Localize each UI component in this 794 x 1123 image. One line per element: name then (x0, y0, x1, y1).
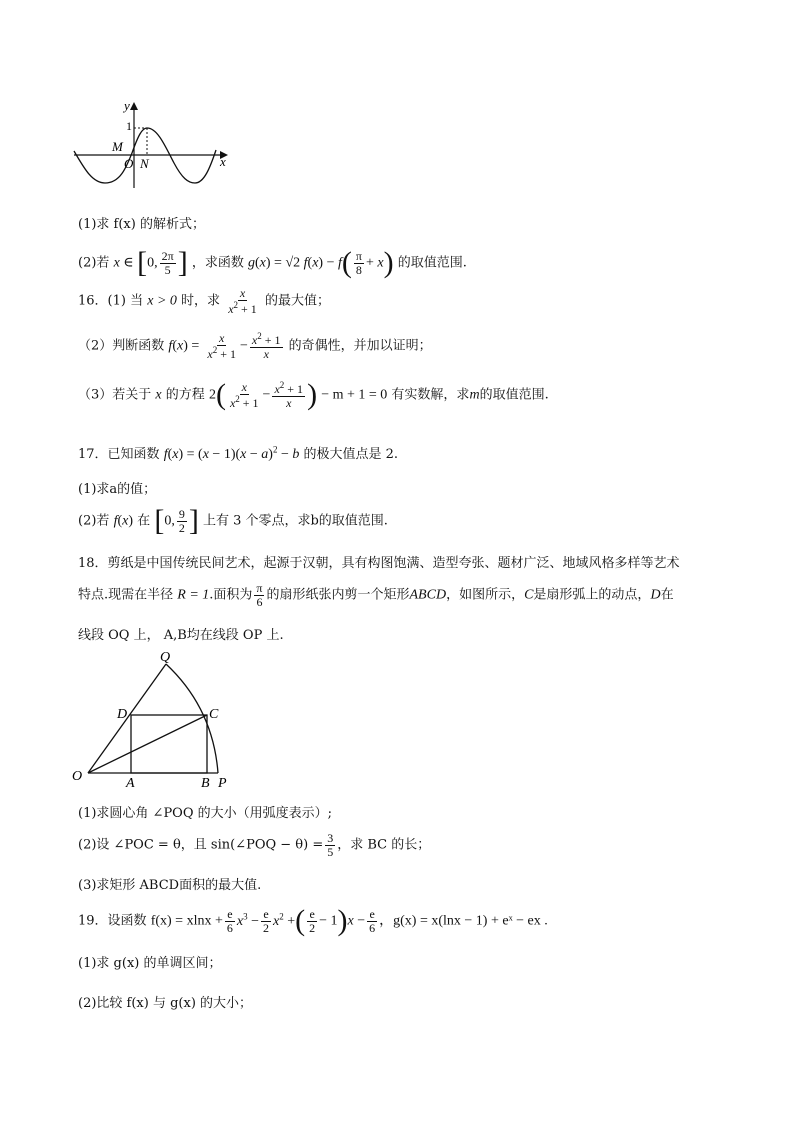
q18-line3 (78, 624, 284, 643)
q17-part2-suffix: 上有 3 个零点，求b的取值范围. (202, 513, 388, 529)
q18-part2 (78, 832, 430, 858)
math-q17-function: $f(x) = (x - 1)(x - a)^2 - b$ (163, 444, 300, 462)
label-O: O (124, 156, 134, 171)
math-bracket-close: ] (177, 246, 188, 279)
q15-part2-text1: ，求函数 (191, 255, 244, 271)
sector-rectangle-figure (68, 648, 238, 788)
q18-part3-text: (3)求矩形 ABCD面积的最大值. (78, 878, 262, 893)
q16-part3-suffix1: 有实数解，求 (391, 387, 470, 403)
y-axis-label: y (124, 98, 130, 113)
q18-part1 (78, 802, 332, 821)
math-fraction-9-2: $\frac{9}{2}$ (178, 506, 185, 535)
q16-part3: （3）若关于 x 的方程 2( $\frac{x}{x^2 + 1}$ − $\frac{x^2 + 1}{x}$ ) − m + 1 = 0 有实数解，求m的取值范围. (78, 378, 549, 411)
q17-stem (78, 443, 398, 463)
q17-stem-prefix: 17．已知函数 (78, 447, 160, 462)
q18-line1-text: 18．剪纸是中国传统民间艺术，起源于汉朝，具有构图饱满、造型夸张、题材广泛、地域风格多样等艺术 (78, 556, 680, 571)
q17-part1 (78, 478, 156, 497)
q16-part1-mid: 时，求 (181, 293, 221, 309)
q17-part2: (2)若 f(x) 在 [0, $\frac{9}{2}$ ] 上有 3 个零点，求b的取值范围. (78, 504, 388, 537)
label-C: C (209, 707, 219, 722)
math-g-definition: g(x) = √2 f(x) − f (248, 255, 342, 271)
q18-line1 (78, 552, 680, 571)
label-B: B (201, 776, 210, 788)
rectangle-ABCD (131, 715, 207, 773)
q16-part2-suffix: 的奇偶性，并加以证明； (288, 338, 432, 354)
q19-stem-prefix: 19．设函数 (78, 913, 147, 929)
y-axis-arrow (130, 102, 138, 110)
q19-part2-text: (2)比较 f(x) 与 g(x) 的大小； (78, 996, 253, 1011)
segment-OC (88, 715, 207, 773)
math-fraction-x2plus1-over-x: $\frac{x^2 + 1}{x}$ (251, 331, 281, 361)
q16-part1-prefix: 16．(1) 当 (78, 293, 144, 309)
label-one: 1 (126, 119, 132, 133)
label-O: O (72, 769, 83, 784)
label-P: P (218, 776, 227, 788)
math-fraction-3-5: $\frac{3}{5}$ (327, 831, 334, 859)
x-axis-label: x (220, 154, 226, 169)
math-fraction-pi-8: $\frac{\pi}{8}$ (355, 248, 362, 277)
q18-part1-text: (1)求圆心角 ∠POQ 的大小（用弧度表示）; (78, 806, 333, 821)
q16-part2-prefix: （2）判断函数 (78, 338, 165, 354)
label-M: M (112, 139, 123, 154)
q18-part2-prefix: (2)设 ∠POC = θ，且 sin(∠POQ − θ) = (78, 837, 324, 853)
q16-part1 (78, 287, 330, 315)
q15-part2: (2)若 x ∈ [0, $\frac{2\pi}{5}$ ] ，求函数 g(x) = √2 f(x) − f( $\frac{\pi}{8}$ + x) 的取值范围. (78, 246, 467, 279)
q19-g-definition: ，g(x) = x(lnx − 1) + eˣ − ex . (379, 913, 548, 929)
q17-part1-text: (1)求a的值； (78, 482, 157, 497)
label-Q: Q (160, 650, 171, 665)
q15-part1 (78, 213, 205, 232)
label-D: D (117, 707, 128, 722)
q18-part3 (78, 874, 261, 893)
q18-part2-suffix: ，求 BC 的长； (337, 837, 431, 853)
q19-part2 (78, 992, 252, 1011)
q16-part3-mid: 的方程 (165, 387, 205, 403)
sine-graph-figure (70, 98, 240, 190)
q19-part1 (78, 952, 221, 971)
q15-part2-prefix: (2)若 (78, 255, 110, 271)
label-A: A (126, 776, 135, 788)
q16-part1-suffix: 的最大值； (264, 293, 330, 309)
q19-part1-text: (1)求 g(x) 的单调区间； (78, 956, 222, 971)
q15-part1-text: (1)求 f(x) 的解析式； (78, 217, 205, 232)
q17-part2-mid: 在 (137, 513, 151, 529)
math-fraction-2pi-5: $\frac{2\pi}{5}$ (161, 248, 174, 277)
q19-stem: 19．设函数 f(x) = xlnx + $\frac{e}{6}$ $x^3$ − $\frac{e}{2}$ $x^2$ +( $\frac{e}{2}$ − 1)x − $\frac{e}{6}$ ，g(x) = x(lnx − 1) + eˣ − ex . (78, 904, 548, 937)
math-fraction-pi-6: $\frac{\pi}{6}$ (256, 581, 263, 609)
q18-line3-text: 线段 OQ 上， A,B均在线段 OP 上. (78, 628, 284, 643)
q17-part2-prefix: (2)若 (78, 513, 110, 529)
q16-part3-prefix: （3）若关于 (78, 387, 152, 403)
math-zero: 0, (147, 255, 158, 271)
q18-line2: 特点.现需在半径 R = 1.面积为 $\frac{\pi}{6}$ 的扇形纸张内剪一个矩形ABCD，如图所示，C是扇形弧上的动点，D在 (78, 581, 674, 609)
q15-part2-text2: 的取值范围. (397, 255, 467, 271)
q16-part2: （2）判断函数 f(x) = $\frac{x}{x^2 + 1}$ − $\frac{x^2 + 1}{x}$ 的奇偶性，并加以证明； (78, 331, 432, 361)
label-N: N (140, 156, 149, 171)
math-x-in: x ∈ (113, 255, 138, 271)
q16-equation-tail: − m + 1 = 0 (321, 387, 388, 403)
q16-condition: x > 0 (147, 293, 177, 309)
q17-stem-suffix: 的极大值点是 2. (303, 447, 399, 462)
math-fraction-x-over-x2plus1: $\frac{x}{x^2 + 1}$ (228, 286, 257, 316)
math-bracket-open: [ (137, 246, 148, 279)
q16-part3-suffix2: 的取值范围. (479, 387, 549, 403)
math-fraction-x-over-x2plus1-b: $\frac{x}{x^2 + 1}$ (207, 331, 237, 361)
